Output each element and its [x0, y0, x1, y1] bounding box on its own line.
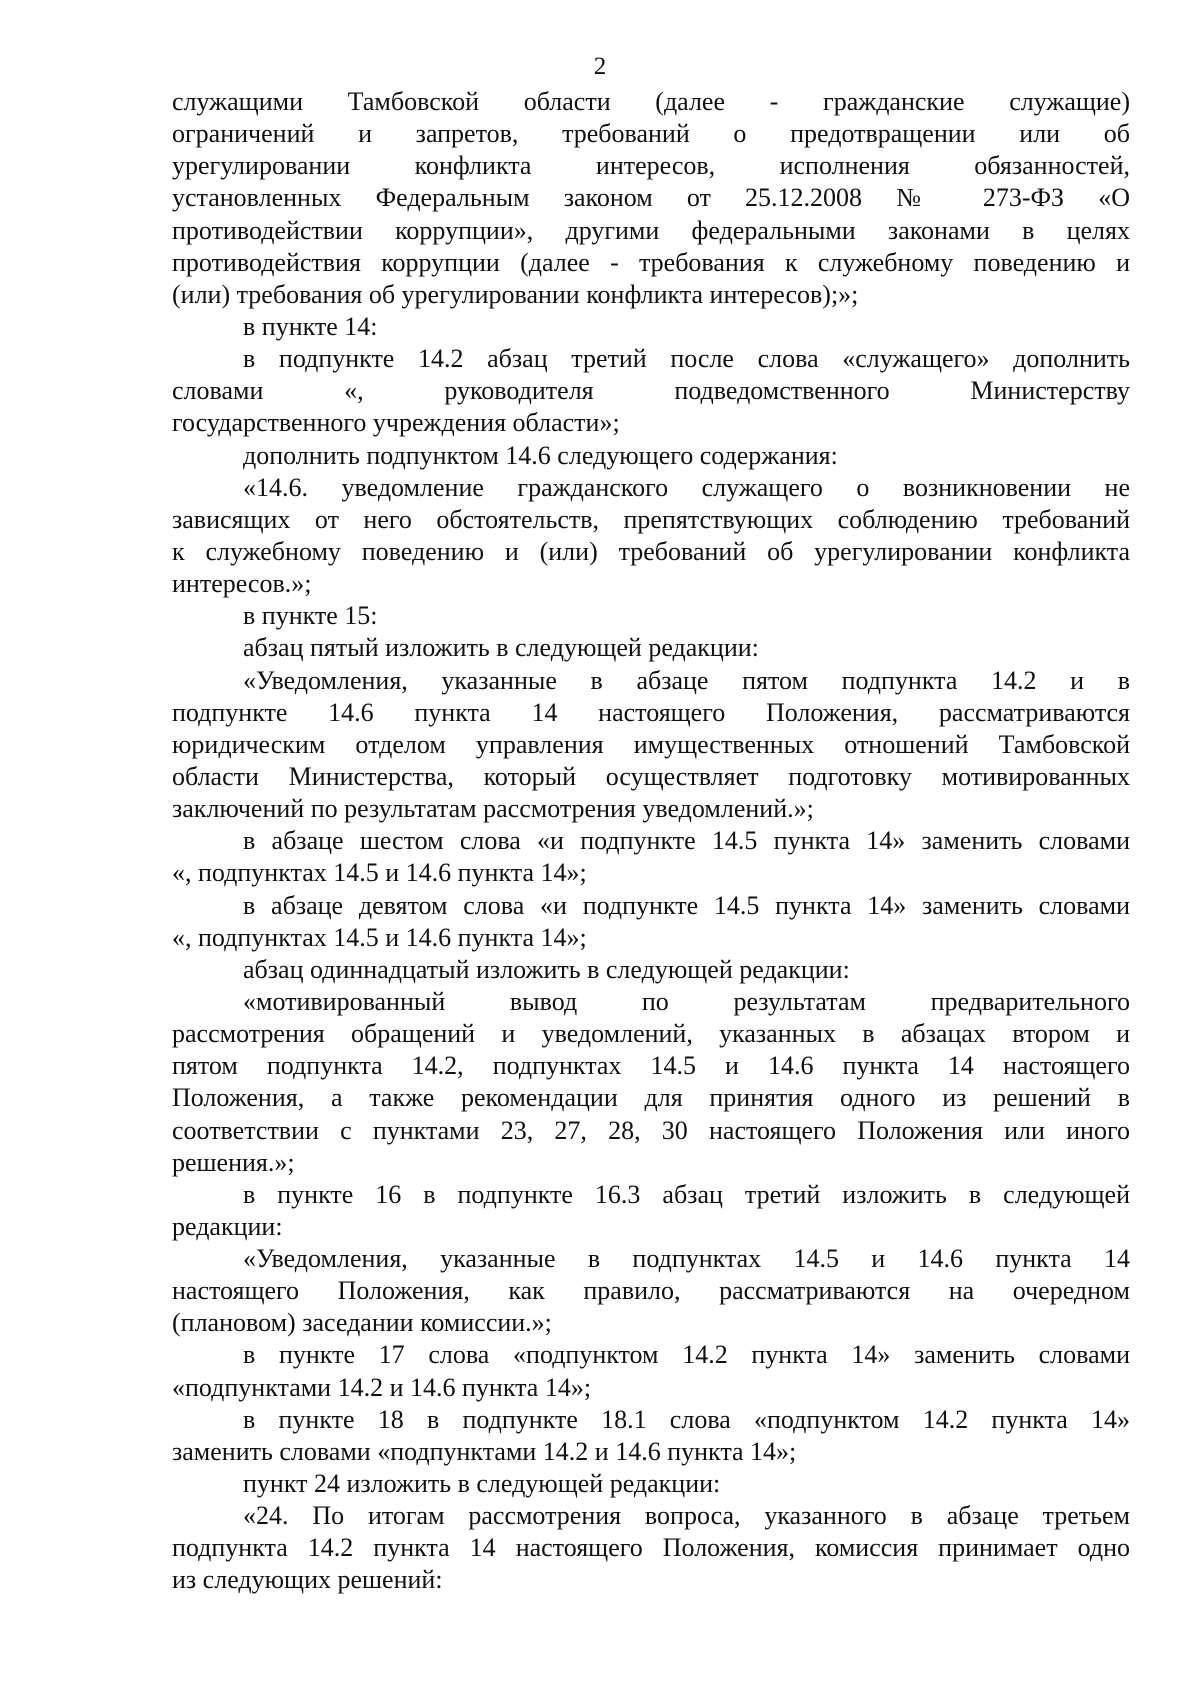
text-line: «подпунктами 14.2 и 14.6 пункта 14»; [172, 1372, 592, 1402]
text-line: словами «, руководителя подведомственного Министерству [172, 376, 1130, 406]
text-line: в пункте 16 в подпункте 16.3 абзац третий изложить в следующей [243, 1179, 1130, 1209]
text-line: в пункте 17 слова «подпунктом 14.2 пункта 14» заменить словами [243, 1340, 1130, 1370]
text-line: в абзаце девятом слова «и подпункте 14.5 пункта 14» заменить словами [243, 890, 1130, 920]
text-line: урегулировании конфликта интересов, исполнения обязанностей, [172, 151, 1130, 181]
text-line: противодействия коррупции (далее - требования к служебному поведению и [172, 247, 1130, 277]
text-line: установленных Федеральным законом от 25.12.2008 № 273-ФЗ «О [172, 183, 1130, 213]
page-number: 2 [593, 53, 607, 80]
text-line: (или) требования об урегулировании конфликта интересов);»; [172, 279, 859, 309]
text-line: «14.6. уведомление гражданского служащего о возникновении не [243, 472, 1130, 502]
text-line: зависящих от него обстоятельств, препятствующих соблюдению требований [172, 504, 1130, 534]
text-line: заменить словами «подпунктами 14.2 и 14.6 пункта 14»; [172, 1436, 797, 1466]
text-line: «Уведомления, указанные в подпунктах 14.5 и 14.6 пункта 14 [243, 1244, 1130, 1274]
text-line: рассмотрения обращений и уведомлений, указанных в абзацах втором и [172, 1019, 1130, 1049]
text-line: области Министерства, который осуществляет подготовку мотивированных [172, 761, 1130, 791]
text-line: «мотивированный вывод по результатам предварительного [243, 986, 1130, 1016]
text-line: в пункте 15: [243, 601, 378, 631]
text-line: подпункте 14.6 пункта 14 настоящего Положения, рассматриваются [172, 697, 1130, 727]
text-line: абзац пятый изложить в следующей редакции: [243, 633, 759, 663]
text-line: из следующих решений: [172, 1565, 443, 1595]
text-line: «, подпунктах 14.5 и 14.6 пункта 14»; [172, 922, 587, 952]
text-line: в пункте 14: [243, 311, 378, 341]
text-line: дополнить подпунктом 14.6 следующего содержания: [243, 440, 838, 470]
text-line: интересов.»; [172, 569, 312, 599]
text-line: пункт 24 изложить в следующей редакции: [243, 1469, 721, 1499]
text-line: заключений по результатам рассмотрения уведомлений.»; [172, 794, 814, 824]
text-line: абзац одиннадцатый изложить в следующей редакции: [243, 954, 850, 984]
text-line: служащими Тамбовской области (далее - гражданские служащие) [172, 87, 1130, 116]
text-line: в подпункте 14.2 абзац третий после слова «служащего» дополнить [243, 344, 1130, 374]
text-line: пятом подпункта 14.2, подпунктах 14.5 и 14.6 пункта 14 настоящего [172, 1051, 1130, 1081]
text-line: «, подпунктах 14.5 и 14.6 пункта 14»; [172, 858, 587, 888]
text-line: решения.»; [172, 1147, 295, 1177]
text-line: редакции: [172, 1211, 283, 1241]
text-line: ограничений и запретов, требований о предотвращении или об [172, 119, 1130, 149]
text-line: настоящего Положения, как правило, рассматриваются на очередном [172, 1276, 1130, 1306]
text-line: к служебному поведению и (или) требований об урегулировании конфликта [172, 536, 1130, 566]
text-line: в пункте 18 в подпункте 18.1 слова «подпунктом 14.2 пункта 14» [243, 1404, 1130, 1434]
text-line: «Уведомления, указанные в абзаце пятом подпункта 14.2 и в [243, 665, 1130, 695]
text-line: «24. По итогам рассмотрения вопроса, указанного в абзаце третьем [243, 1501, 1130, 1531]
text-line: (плановом) заседании комиссии.»; [172, 1308, 552, 1338]
text-line: соответствии с пунктами 23, 27, 28, 30 настоящего Положения или иного [172, 1115, 1130, 1145]
text-line: государственного учреждения области»; [172, 408, 620, 438]
text-line: противодействии коррупции», другими федеральными законами в целях [172, 215, 1130, 245]
text-line: юридическим отделом управления имущественных отношений Тамбовской [172, 729, 1130, 759]
text-line: Положения, а также рекомендации для принятия одного из решений в [172, 1083, 1130, 1113]
document-body [172, 86, 1130, 1597]
text-line: подпункта 14.2 пункта 14 настоящего Положения, комиссия принимает одно [172, 1533, 1130, 1563]
text-line: в абзаце шестом слова «и подпункте 14.5 пункта 14» заменить словами [243, 826, 1130, 856]
